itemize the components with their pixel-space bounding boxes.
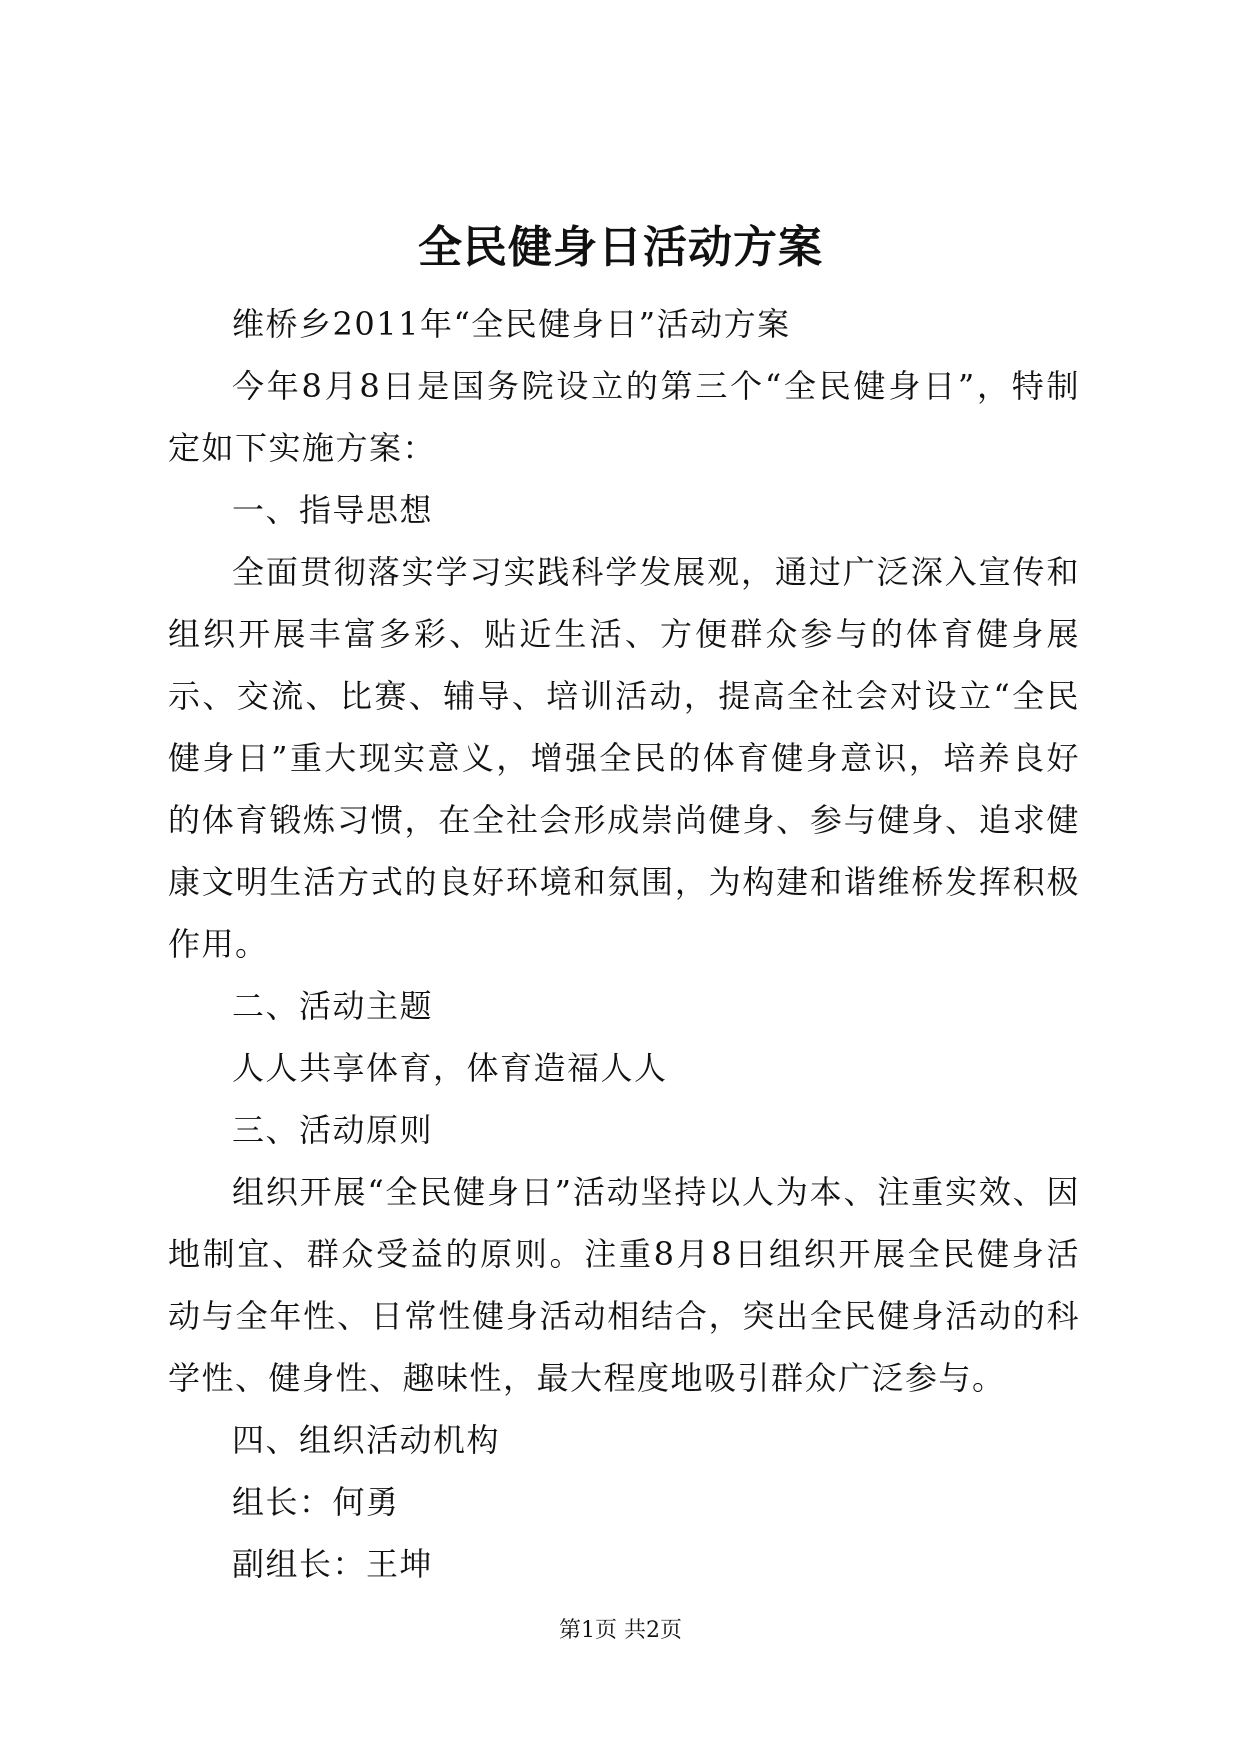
page-footer: 第1页 共2页 — [559, 1618, 682, 1643]
paragraph-guiding-thought: 全面贯彻落实学习实践科学发展观，通过广泛深入宣传和组织开展丰富多彩、贴近生活、方便群众参与的体育健身展示、交流、比赛、辅导、培训活动，提高全社会对设立“全民健身日”重大现实意义，增强全民的体育健身意识，培养良好的体育锻炼习惯，在全社会形成崇尚健身、参与健身、追求健康文明生活方式的良好环境和氛围，为构建和谐维桥发挥积极作用。 — [168, 553, 1080, 963]
section-heading-activity-theme: 二、活动主题 — [232, 987, 434, 1025]
section-heading-activity-principles: 三、活动原则 — [232, 1111, 434, 1149]
paragraph-deputy-leader: 副组长：王坤 — [232, 1545, 434, 1583]
paragraph-activity-principles: 组织开展“全民健身日”活动坚持以人为本、注重实效、因地制宜、群众受益的原则。注重8月8日组织开展全民健身活动与全年性、日常性健身活动相结合，突出全民健身活动的科学性、健身性、趣味性，最大程度地吸引群众广泛参与。 — [168, 1173, 1080, 1397]
paragraph-activity-theme: 人人共享体育，体育造福人人 — [232, 1049, 668, 1087]
document-title: 全民健身日活动方案 — [418, 222, 823, 273]
paragraph-group-leader: 组长：何勇 — [232, 1483, 400, 1521]
paragraph-subtitle: 维桥乡2011年“全民健身日”活动方案 — [232, 305, 791, 343]
section-heading-organization: 四、组织活动机构 — [232, 1421, 501, 1459]
paragraph-intro: 今年8月8日是国务院设立的第三个“全民健身日”，特制定如下实施方案： — [168, 367, 1080, 467]
section-heading-guiding-thought: 一、指导思想 — [232, 491, 434, 529]
document-body — [168, 293, 1080, 1595]
